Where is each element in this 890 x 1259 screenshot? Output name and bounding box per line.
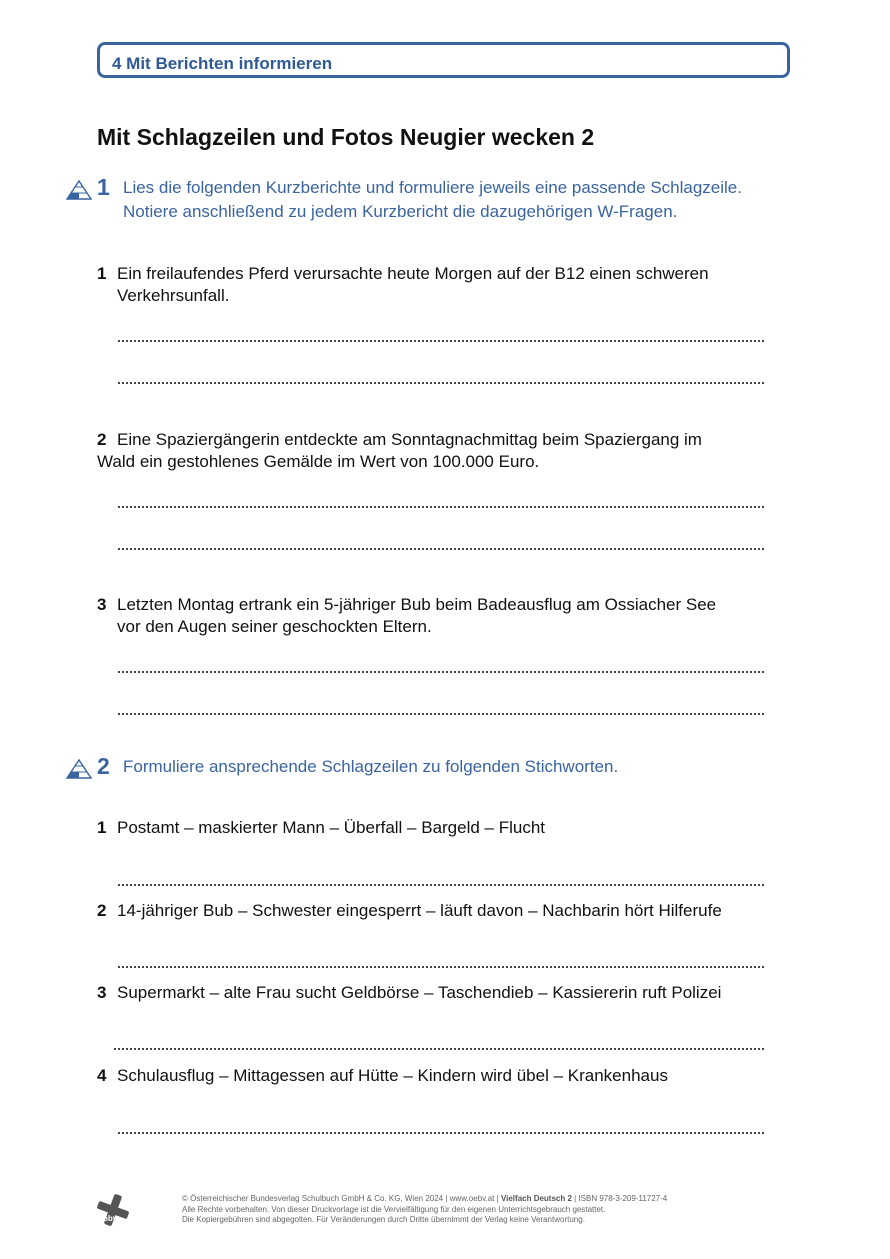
footer-line: Alle Rechte vorbehalten. Von dieser Druckvorlage ist die Vervielfältigung für den eigenen Unterrichtsgebrauch gestattet. (182, 1204, 606, 1214)
footer-publisher: © Österreichischer Bundesverlag Schulbuch GmbH & Co. KG, Wien 2024 | www.oebv.at | (182, 1194, 501, 1203)
instruction-line: Lies die folgenden Kurzberichte und formuliere jeweils eine passende Schlagzeile. (123, 178, 742, 197)
chapter-title: 4 Mit Berichten informieren (112, 54, 333, 73)
item-text: Eine Spaziergängerin entdeckte am Sonntagnachmittag beim Spaziergang im (117, 430, 702, 449)
answer-line[interactable] (114, 1048, 764, 1050)
footer-line: Die Kopiergebühren sind abgegolten. Für Veränderungen durch Dritte übernimmt der Verlag keine Verantwortung. (182, 1215, 585, 1224)
footer-line (182, 1194, 822, 1205)
answer-line[interactable] (118, 966, 764, 968)
keyword-item-4 (97, 1065, 777, 1087)
keyword-item-1 (97, 817, 777, 839)
task-number: 1 (97, 174, 110, 200)
answer-line[interactable] (118, 548, 764, 550)
difficulty-pyramid-icon (66, 759, 92, 779)
task-instruction: Formuliere ansprechende Schlagzeilen zu folgenden Stichworten. (123, 757, 619, 776)
report-item-3 (97, 594, 777, 638)
item-number: 4 (97, 1066, 107, 1085)
page-title: Mit Schlagzeilen und Fotos Neugier wecken 2 (97, 124, 595, 150)
footer-isbn: | ISBN 978-3-209-11727-4 (571, 1194, 668, 1203)
answer-line[interactable] (118, 340, 764, 342)
keyword-item-2 (97, 900, 777, 922)
chapter-header (97, 42, 790, 78)
item-text: Letzten Montag ertrank ein 5-jähriger Bub beim Badeausflug am Ossiacher See (117, 595, 717, 614)
item-text: 14-jähriger Bub – Schwester eingesperrt – läuft davon – Nachbarin hört Hilferufe (117, 901, 722, 920)
answer-line[interactable] (118, 884, 764, 886)
answer-line[interactable] (118, 506, 764, 508)
task-instruction (123, 176, 813, 224)
answer-line[interactable] (118, 1132, 764, 1134)
item-text: Verkehrsunfall. (117, 286, 230, 305)
item-text: Ein freilaufendes Pferd verursachte heute Morgen auf der B12 einen schweren (117, 264, 709, 283)
item-number: 1 (97, 818, 107, 837)
instruction-line: Notiere anschließend zu jedem Kurzbericht die dazugehörigen W-Fragen. (123, 202, 678, 221)
answer-line[interactable] (118, 671, 764, 673)
report-item-1 (97, 263, 777, 307)
report-item-2 (97, 429, 777, 473)
item-number: 3 (97, 983, 107, 1002)
task-number: 2 (97, 753, 110, 779)
item-text: Postamt – maskierter Mann – Überfall – Bargeld – Flucht (117, 818, 546, 837)
footer-book-title: Vielfach Deutsch 2 (500, 1194, 572, 1203)
item-number: 1 (97, 264, 107, 283)
item-text: Schulausflug – Mittagessen auf Hütte – Kindern wird übel – Krankenhaus (117, 1066, 668, 1085)
copyright-footer (182, 1194, 822, 1226)
item-number: 2 (97, 901, 107, 920)
item-number: 3 (97, 595, 107, 614)
item-text: Supermarkt – alte Frau sucht Geldbörse – Taschendieb – Kassiererin ruft Polizei (117, 983, 722, 1002)
difficulty-pyramid-icon (66, 180, 92, 200)
item-text: Wald ein gestohlenes Gemälde im Wert von 100.000 Euro. (97, 452, 540, 471)
answer-line[interactable] (118, 713, 764, 715)
answer-line[interactable] (118, 382, 764, 384)
keyword-item-3 (97, 982, 777, 1004)
item-text: vor den Augen seiner geschockten Eltern. (117, 617, 432, 636)
item-number: 2 (97, 430, 107, 449)
logo-text: öbv (103, 1214, 118, 1223)
oebv-logo-icon (95, 1192, 131, 1228)
